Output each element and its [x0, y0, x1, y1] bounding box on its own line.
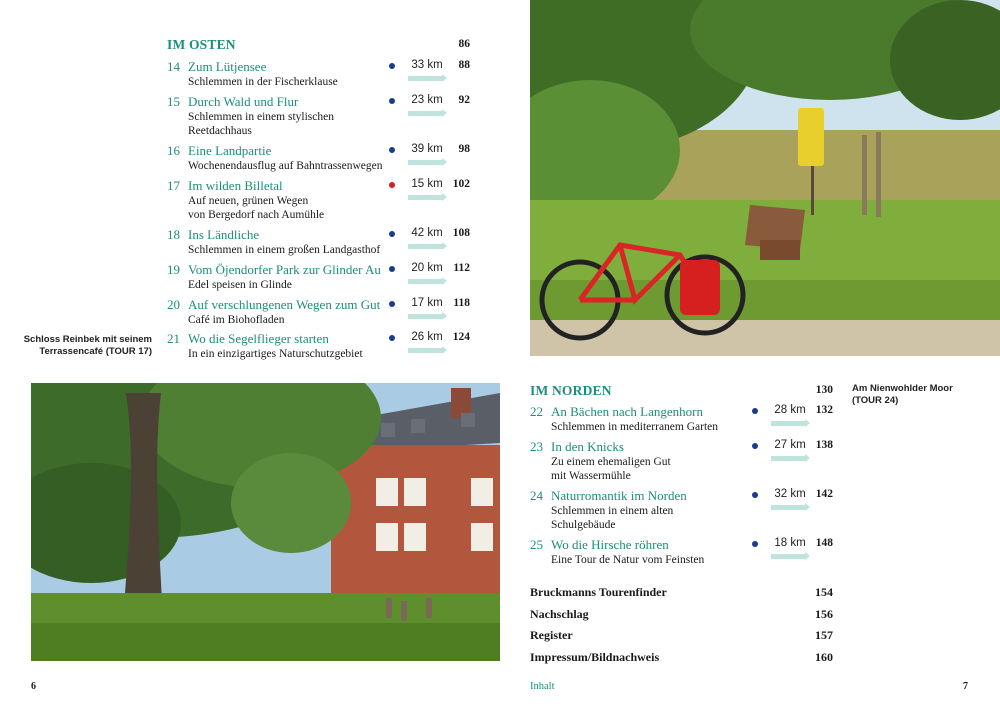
difficulty-dot-icon — [389, 231, 395, 237]
tour-number: 22 — [530, 404, 543, 419]
tour-page-number: 142 — [815, 488, 833, 500]
toc-entry-tour-14[interactable] — [167, 59, 472, 89]
tour-title: An Bächen nach Langenhorn — [551, 404, 703, 419]
toc-entry-tour-24[interactable] — [530, 488, 835, 531]
distance-arrow-icon — [408, 76, 442, 81]
tour-subtitle: Edel speisen in Glinde — [188, 279, 292, 291]
distance-arrow-icon — [408, 244, 442, 249]
tour-distance: 32 km — [774, 488, 806, 500]
tour-subtitle: Zu einem ehemaligen Gut mit Wassermühle — [551, 456, 671, 482]
difficulty-dot-icon — [752, 408, 758, 414]
difficulty-dot-icon — [752, 443, 758, 449]
page-number-right: 7 — [963, 681, 968, 692]
difficulty-dot-icon — [389, 335, 395, 341]
photo-bike-nienwohlder-moor — [530, 0, 1000, 356]
toc-entry-tour-16[interactable] — [167, 143, 472, 173]
page-number-left: 6 — [31, 681, 36, 692]
tour-distance: 27 km — [774, 439, 806, 451]
tour-title: Ins Ländliche — [188, 227, 260, 242]
tour-distance: 17 km — [411, 297, 443, 309]
tour-title: Wo die Hirsche röhren — [551, 537, 669, 552]
tour-title: Vom Öjendorfer Park zur Glinder Au — [188, 262, 381, 277]
tour-title: Im wilden Billetal — [188, 178, 283, 193]
tour-title: In den Knicks — [551, 439, 624, 454]
tour-number: 14 — [167, 59, 180, 74]
tour-subtitle: Auf neuen, grünen Wegen von Bergedorf nach Aumühle — [188, 195, 325, 221]
tour-title: Zum Lütjensee — [188, 59, 267, 74]
distance-arrow-icon — [408, 111, 442, 116]
tour-page-number: 98 — [458, 143, 470, 155]
tour-distance: 28 km — [774, 404, 806, 416]
tour-number: 15 — [167, 94, 180, 109]
tour-distance: 42 km — [411, 227, 443, 239]
tour-title: Auf verschlungenen Wegen zum Gut — [188, 297, 381, 312]
tour-subtitle: Schlemmen in der Fischerklause — [188, 76, 338, 88]
appendix-entry-page: 157 — [815, 628, 833, 642]
tour-number: 16 — [167, 143, 180, 158]
section-heading-osten: IM OSTEN — [167, 37, 236, 52]
tour-distance: 33 km — [411, 59, 443, 71]
tour-number: 23 — [530, 439, 543, 454]
tour-distance: 23 km — [411, 94, 443, 106]
toc-entry-tour-15[interactable] — [167, 94, 472, 137]
tour-page-number: 88 — [458, 59, 470, 71]
distance-arrow-icon — [771, 456, 805, 461]
tour-page-number: 138 — [815, 439, 833, 451]
toc-entry-tour-19[interactable] — [167, 262, 472, 292]
photo-caption-left: Schloss Reinbek mit seinem Terrassencafé (TOUR 17) — [23, 334, 152, 357]
distance-arrow-icon — [408, 314, 442, 319]
tour-number: 21 — [167, 331, 180, 346]
tour-page-number: 148 — [815, 537, 833, 549]
tour-number: 19 — [167, 262, 180, 277]
appendix-entry-label[interactable]: Bruckmanns Tourenfinder — [530, 585, 667, 599]
section-page-osten: 86 — [458, 38, 470, 50]
footer-section-label: Inhalt — [530, 681, 555, 692]
toc-entry-tour-20[interactable] — [167, 297, 472, 327]
tour-distance: 39 km — [411, 143, 443, 155]
difficulty-dot-icon — [389, 63, 395, 69]
tour-page-number: 118 — [453, 297, 470, 309]
tour-subtitle: Eine Tour de Natur vom Feinsten — [551, 554, 705, 566]
tour-distance: 15 km — [411, 178, 443, 190]
appendix-entry-page: 154 — [815, 585, 833, 599]
tour-page-number: 92 — [458, 94, 470, 106]
tour-number: 17 — [167, 178, 180, 193]
appendix-entry-label[interactable]: Impressum/Bildnachweis — [530, 650, 660, 664]
appendix-entry-label[interactable]: Register — [530, 628, 573, 642]
toc-entry-tour-25[interactable] — [530, 537, 835, 567]
tour-page-number: 102 — [452, 178, 470, 190]
tour-title: Eine Landpartie — [188, 143, 272, 158]
toc-entry-tour-22[interactable] — [530, 404, 835, 434]
tour-title: Durch Wald und Flur — [188, 94, 299, 109]
distance-arrow-icon — [771, 505, 805, 510]
difficulty-dot-icon — [389, 266, 395, 272]
tour-number: 24 — [530, 488, 543, 503]
photo-schloss-reinbek — [31, 383, 500, 661]
tour-subtitle: Café im Biohofladen — [188, 314, 285, 326]
tour-number: 25 — [530, 537, 543, 552]
toc-entry-tour-18[interactable] — [167, 227, 472, 257]
tour-distance: 18 km — [774, 537, 806, 549]
tour-subtitle: Schlemmen in einem alten Schulgebäude — [551, 505, 674, 531]
tour-page-number: 124 — [452, 331, 470, 343]
toc-entry-tour-17[interactable] — [167, 178, 472, 221]
difficulty-dot-icon — [389, 301, 395, 307]
tour-distance: 26 km — [411, 331, 443, 343]
appendix-entry-label[interactable]: Nachschlag — [530, 607, 589, 621]
distance-arrow-icon — [408, 348, 442, 353]
difficulty-dot-icon — [752, 492, 758, 498]
tour-subtitle: Schlemmen in mediterranem Garten — [551, 421, 719, 433]
section-heading-norden: IM NORDEN — [530, 383, 612, 398]
tour-number: 18 — [167, 227, 180, 242]
difficulty-dot-icon — [389, 98, 395, 104]
tour-distance: 20 km — [411, 262, 443, 274]
tour-subtitle: In ein einzigartiges Naturschutzgebiet — [188, 348, 363, 360]
tour-subtitle: Wochenendausflug auf Bahntrassenwegen — [188, 160, 383, 172]
tour-subtitle: Schlemmen in einem großen Landgasthof — [188, 244, 381, 256]
photo-caption-right: Am Nienwohlder Moor (TOUR 24) — [852, 383, 953, 406]
tour-page-number: 108 — [452, 227, 470, 239]
difficulty-dot-icon — [389, 147, 395, 153]
distance-arrow-icon — [408, 195, 442, 200]
difficulty-dot-icon — [752, 541, 758, 547]
tour-title: Wo die Segelflieger starten — [188, 331, 329, 346]
distance-arrow-icon — [771, 554, 805, 559]
tour-subtitle: Schlemmen in einem stylischen Reetdachhaus — [188, 111, 334, 137]
tour-page-number: 132 — [815, 404, 833, 416]
toc-entry-tour-21[interactable] — [167, 331, 472, 361]
appendix-entry-page: 156 — [815, 607, 833, 621]
distance-arrow-icon — [771, 421, 805, 426]
toc-entry-tour-23[interactable] — [530, 439, 835, 482]
distance-arrow-icon — [408, 160, 442, 165]
section-page-norden: 130 — [815, 384, 833, 396]
tour-page-number: 112 — [453, 262, 470, 274]
tour-title: Naturromantik im Norden — [551, 488, 687, 503]
distance-arrow-icon — [408, 279, 442, 284]
difficulty-dot-icon — [389, 182, 395, 188]
tour-number: 20 — [167, 297, 180, 312]
appendix-entry-page: 160 — [815, 650, 833, 664]
